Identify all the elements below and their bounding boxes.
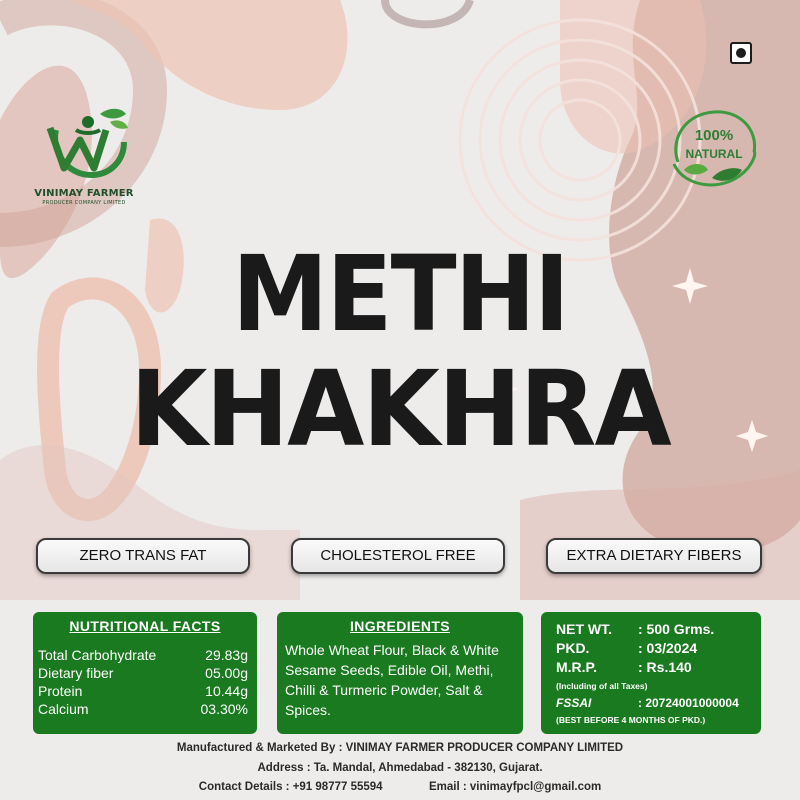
nutrition-value: 29.83g <box>205 647 248 663</box>
leaf-icon <box>684 164 708 175</box>
ingredients-title: INGREDIENTS <box>349 618 451 634</box>
feature-pill-fibers: EXTRA DIETARY FIBERS <box>546 538 762 574</box>
manufacturer-line: Manufactured & Marketed By : VINIMAY FARMER PRODUCER COMPANY LIMITED <box>176 742 624 754</box>
nutrition-value: 03.30% <box>200 701 248 717</box>
packed-label: PKD. <box>556 640 590 656</box>
brand-emblem-icon <box>36 100 132 184</box>
brand-name: VINIMAY FARMER <box>34 188 134 199</box>
contact-line <box>0 781 800 793</box>
ingredients-text: Whole Wheat Flour, Black & White Sesame Seeds, Edible Oil, Methi, Chilli & Turmeric Powder, Salt & Spices. <box>285 642 499 718</box>
fssai-label: FSSAI <box>556 696 592 710</box>
net-weight-row <box>541 620 761 639</box>
natural-badge <box>664 104 764 194</box>
mrp-row <box>541 658 761 677</box>
nutrition-label: Calcium <box>38 701 89 717</box>
net-weight-value: : 500 Grms. <box>638 621 715 637</box>
mrp-label: M.R.P. <box>556 659 597 675</box>
nutrition-row <box>33 682 257 700</box>
nutrition-label: Total Carbohydrate <box>38 647 157 663</box>
net-weight-label: NET WT. <box>556 621 612 637</box>
packed-value: : 03/2024 <box>638 640 698 656</box>
contact-email: Email : vinimayfpcl@gmail.com <box>428 781 602 793</box>
brand-logo <box>28 100 140 206</box>
mrp-value: : Rs.140 <box>638 659 692 675</box>
nutrition-label: Protein <box>38 683 83 699</box>
nutrition-title: NUTRITIONAL FACTS <box>69 618 221 634</box>
veg-mark-icon <box>730 42 752 64</box>
top-peach <box>70 0 348 110</box>
bottom-right-band <box>520 470 800 600</box>
brand-subtitle: PRODUCER COMPANY LIMITED <box>42 200 126 206</box>
tax-note: (Including of all Taxes) <box>556 681 648 691</box>
feature-pill-cholesterol: CHOLESTEROL FREE <box>291 538 505 574</box>
packed-row <box>541 639 761 658</box>
fssai-value: : 20724001000004 <box>638 696 739 710</box>
pack-info-panel <box>541 612 761 734</box>
nutrition-facts-panel <box>33 612 257 734</box>
best-before-note: (BEST BEFORE 4 MONTHS OF PKD.) <box>556 715 706 725</box>
badge-bottom-text: NATURAL <box>685 147 743 161</box>
nutrition-value: 10.44g <box>205 683 248 699</box>
top-arc <box>385 0 470 24</box>
badge-top-text: 100% <box>694 127 734 144</box>
address-line: Address : Ta. Mandal, Ahmedabad - 382130, Gujarat. <box>257 762 543 774</box>
nutrition-label: Dietary fiber <box>38 665 114 681</box>
nutrition-row <box>33 646 257 664</box>
product-title-line2: KHAKHRA <box>130 348 670 470</box>
nutrition-row <box>33 664 257 682</box>
nutrition-row <box>33 700 257 718</box>
feature-pill-trans-fat: ZERO TRANS FAT <box>36 538 250 574</box>
fssai-row <box>541 692 761 714</box>
product-title-line1: METHI <box>232 233 568 355</box>
nutrition-value: 05.00g <box>205 665 248 681</box>
ingredients-panel <box>277 612 523 734</box>
contact-details: Contact Details : +91 98777 55594 <box>198 781 383 793</box>
